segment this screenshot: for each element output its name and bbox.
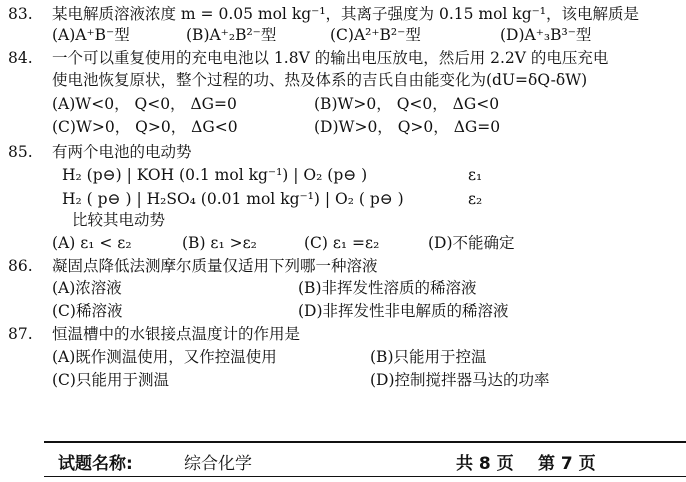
q87-option-a: (A)既作测温使用，又作控温使用 <box>52 348 277 366</box>
q83-option-b: (B)A⁺₂B²⁻型 <box>186 26 277 44</box>
q84-option-c: (C)W>0， Q>0， ΔG<0 <box>52 118 238 136</box>
q84-option-a: (A)W<0， Q<0， ΔG=0 <box>52 95 237 113</box>
exam-name: 综合化学 <box>184 454 252 474</box>
q86-number: 86. <box>8 257 33 275</box>
q87-option-c: (C)只能用于测温 <box>52 371 169 389</box>
q85-option-d: (D)不能确定 <box>428 234 515 252</box>
q84-stem-line1: 一个可以重复使用的充电电池以 1.8V 的输出电压放电，然后用 2.2V 的电压充电 <box>52 49 609 67</box>
q83-number: 83. <box>8 5 33 23</box>
q85-stem: 有两个电池的电动势 <box>52 143 192 161</box>
q84-stem-line2: 使电池恢复原状，整个过程的功、热及体系的吉氏自由能变化为(dU=δQ-δW) <box>52 71 588 89</box>
q85-number: 85. <box>8 143 33 161</box>
q86-option-b: (B)非挥发性溶质的稀溶液 <box>298 279 477 297</box>
footer-bottom-rule <box>44 476 686 477</box>
q83-stem: 某电解质溶液浓度 m = 0.05 mol kg⁻¹，其离子强度为 0.15 mol kg⁻¹，该电解质是 <box>52 5 640 23</box>
q83-option-c: (C)A²⁺B²⁻型 <box>330 26 421 44</box>
q85-cell-1: H₂ (p⊖) | KOH (0.1 mol kg⁻¹) | O₂ (p⊖ ) <box>62 166 368 184</box>
q87-number: 87. <box>8 325 33 343</box>
exam-name-label: 试题名称: <box>58 454 133 474</box>
q85-option-c: (C) ε₁ =ε₂ <box>304 234 380 252</box>
q84-option-b: (B)W>0， Q<0， ΔG<0 <box>314 95 500 113</box>
q85-emf-1: ε₁ <box>468 166 483 184</box>
q85-emf-2: ε₂ <box>468 190 483 208</box>
q86-option-d: (D)非挥发性非电解质的稀溶液 <box>298 302 509 320</box>
q86-stem: 凝固点降低法测摩尔质量仅适用下列哪一种溶液 <box>52 257 378 275</box>
q83-option-d: (D)A⁺₃B³⁻型 <box>500 26 592 44</box>
q85-option-b: (B) ε₁ >ε₂ <box>182 234 257 252</box>
q85-option-a: (A) ε₁ < ε₂ <box>52 234 132 252</box>
q84-number: 84. <box>8 49 33 67</box>
q87-option-b: (B)只能用于控温 <box>370 348 487 366</box>
q84-option-d: (D)W>0， Q>0， ΔG=0 <box>314 118 501 136</box>
q85-compare: 比较其电动势 <box>72 211 166 229</box>
q87-stem: 恒温槽中的水银接点温度计的作用是 <box>52 325 301 343</box>
q83-option-a: (A)A⁺B⁻型 <box>52 26 130 44</box>
q87-option-d: (D)控制搅拌器马达的功率 <box>370 371 550 389</box>
total-pages: 共 8 页 <box>456 454 514 474</box>
footer-top-rule <box>44 441 686 443</box>
q85-cell-2: H₂ ( p⊖ ) | H₂SO₄ (0.01 mol kg⁻¹) | O₂ ( p⊖ ) <box>62 190 404 208</box>
q86-option-c: (C)稀溶液 <box>52 302 123 320</box>
q86-option-a: (A)浓溶液 <box>52 279 122 297</box>
current-page: 第 7 页 <box>538 454 596 474</box>
